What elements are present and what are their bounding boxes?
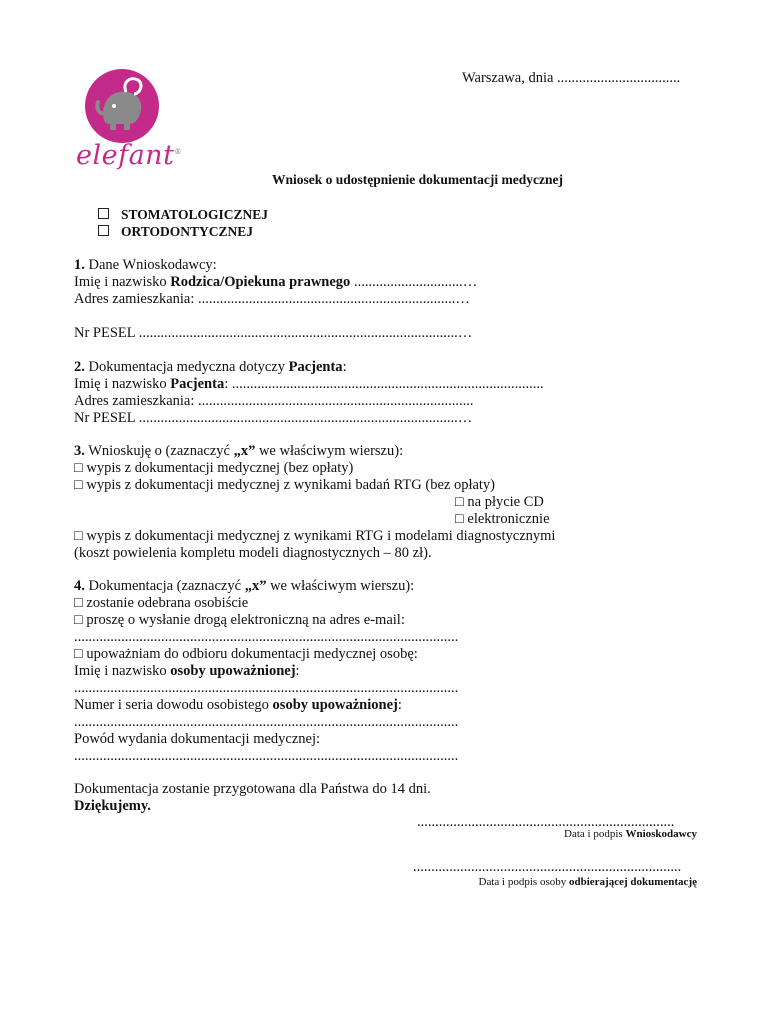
section-number: 1. bbox=[74, 257, 85, 273]
id-number-field[interactable]: .......................................................................................................... bbox=[74, 714, 459, 730]
applicant-name-field[interactable] bbox=[74, 274, 477, 291]
request-option-models[interactable]: □ wypis z dokumentacji medycznej z wynikami RTG i modelami diagnostycznymi bbox=[74, 528, 556, 544]
delivery-option-email[interactable]: □ proszę o wysłanie drogą elektroniczną na adres e-mail: bbox=[74, 612, 405, 628]
type-label: STOMATOLOGICZNEJ bbox=[121, 207, 269, 222]
section-number: 2. bbox=[74, 359, 85, 375]
applicant-pesel-field[interactable]: Nr PESEL ........................................................................................… bbox=[74, 325, 473, 341]
field-label-end: : bbox=[397, 697, 402, 713]
document-title: Wniosek o udostępnienie dokumentacji medycznej bbox=[272, 172, 564, 187]
thanks: Dziękujemy. bbox=[74, 798, 151, 814]
authorized-name-field[interactable]: .......................................................................................................... bbox=[74, 680, 459, 696]
patient-name-field[interactable] bbox=[74, 376, 544, 393]
caption-text: Data i podpis bbox=[564, 828, 626, 840]
signature-line-recipient[interactable]: .......................................................................... bbox=[413, 859, 682, 875]
caption-bold: odbierającej dokumentację bbox=[568, 876, 697, 888]
registered-mark: ® bbox=[174, 148, 182, 156]
type-label: ORTODONTYCZNEJ bbox=[121, 224, 254, 239]
section-title-end: : bbox=[342, 359, 347, 375]
field-label-bold: osoby upoważnionej bbox=[272, 697, 398, 713]
field-label-bold: Pacjenta bbox=[170, 376, 225, 392]
place-date: Warszawa, dnia .................................. bbox=[462, 70, 681, 86]
section-title-bold: „x” bbox=[233, 443, 256, 459]
request-option-cd[interactable]: □ na płycie CD bbox=[455, 494, 544, 510]
patient-address-field[interactable]: Adres zamieszkania: ............................................................................ bbox=[74, 393, 474, 409]
caption-text: Data i podpis osoby bbox=[478, 876, 569, 888]
preparation-note: Dokumentacja zostanie przygotowana dla Państwa do 14 dni. bbox=[74, 781, 431, 797]
checkbox-icon bbox=[98, 208, 109, 219]
field-label: Imię i nazwisko bbox=[74, 663, 171, 679]
field-label: Numer i seria dowodu osobistego bbox=[74, 697, 273, 713]
logo-wordmark bbox=[76, 140, 182, 171]
section-number: 3. bbox=[74, 443, 85, 459]
email-field[interactable]: .......................................................................................................... bbox=[74, 629, 459, 645]
section-title: Dane Wnioskodawcy: bbox=[84, 257, 217, 273]
section-title: Dokumentacja (zaznaczyć bbox=[84, 578, 245, 594]
models-cost-note: (koszt powielenia kompletu modeli diagnostycznych – 80 zł). bbox=[74, 545, 432, 561]
section-2-heading bbox=[74, 359, 347, 376]
patient-pesel-field[interactable]: Nr PESEL ........................................................................................… bbox=[74, 410, 473, 426]
signature-caption-recipient bbox=[479, 876, 697, 888]
section-title-end: we właściwym wierszu): bbox=[255, 443, 404, 459]
field-label: Imię i nazwisko bbox=[74, 376, 171, 392]
caption-bold: Wnioskodawcy bbox=[625, 828, 697, 840]
id-number-label bbox=[74, 697, 402, 714]
field-label-end: : bbox=[295, 663, 300, 679]
signature-line-applicant[interactable]: ....................................................................... bbox=[417, 814, 675, 830]
section-title: Wnioskuję o (zaznaczyć bbox=[84, 443, 234, 459]
request-option-summary-rtg[interactable]: □ wypis z dokumentacji medycznej z wynikami badań RTG (bez opłaty) bbox=[74, 477, 496, 493]
request-option-electronic[interactable]: □ elektronicznie bbox=[455, 511, 550, 527]
delivery-option-personal[interactable]: □ zostanie odebrana osobiście bbox=[74, 595, 249, 611]
section-4-heading bbox=[74, 578, 414, 595]
applicant-address-field[interactable]: Adres zamieszkania: .......................................................................… bbox=[74, 291, 470, 307]
field-dots: : ...................................................................................... bbox=[224, 376, 544, 392]
section-number: 4. bbox=[74, 578, 85, 594]
section-3-heading bbox=[74, 443, 403, 460]
field-label-bold: osoby upoważnionej bbox=[170, 663, 296, 679]
section-title-bold: Pacjenta bbox=[288, 359, 343, 375]
delivery-option-authorized[interactable]: □ upoważniam do odbioru dokumentacji medycznej osobę: bbox=[74, 646, 418, 662]
authorized-name-label bbox=[74, 663, 300, 680]
field-label: Imię i nazwisko bbox=[74, 274, 171, 290]
section-title-end: we właściwym wierszu): bbox=[266, 578, 415, 594]
signature-caption-applicant bbox=[564, 828, 697, 840]
checkbox-icon bbox=[98, 225, 109, 236]
reason-field[interactable]: .......................................................................................................... bbox=[74, 748, 459, 764]
type-checkbox-orthodontic[interactable] bbox=[98, 224, 253, 240]
section-1-heading bbox=[74, 257, 217, 274]
section-title: Dokumentacja medyczna dotyczy bbox=[84, 359, 289, 375]
field-label-bold: Rodzica/Opiekuna prawnego bbox=[170, 274, 351, 290]
brand-name: elefant bbox=[76, 140, 175, 171]
section-title-bold: „x” bbox=[244, 578, 267, 594]
field-dots: ..............................… bbox=[350, 274, 478, 290]
reason-label: Powód wydania dokumentacji medycznej: bbox=[74, 731, 321, 747]
request-option-summary[interactable]: □ wypis z dokumentacji medycznej (bez opłaty) bbox=[74, 460, 354, 476]
type-checkbox-stomatology[interactable] bbox=[98, 207, 268, 223]
